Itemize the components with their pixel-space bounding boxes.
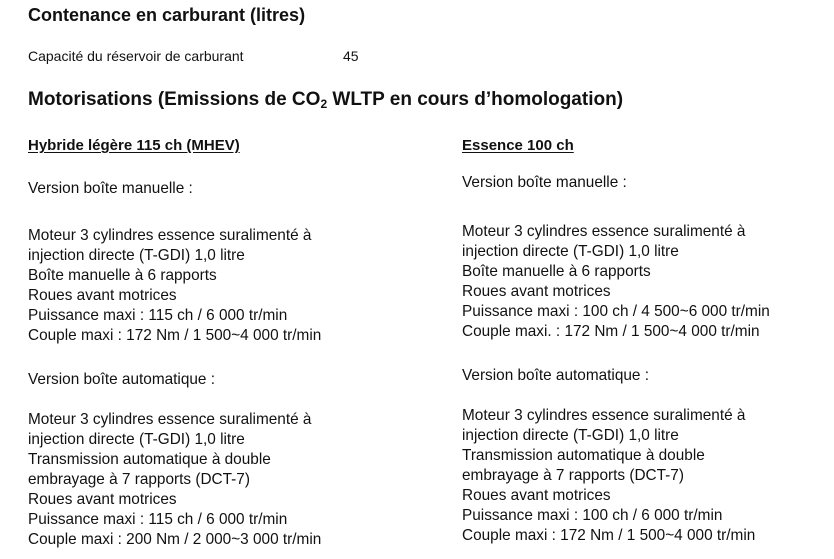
spec-line: Moteur 3 cylindres essence suralimenté à <box>462 223 746 240</box>
spec-line: Moteur 3 cylindres essence suralimenté à <box>28 227 312 244</box>
manual-spec-list <box>28 226 321 346</box>
fuel-capacity-label: Capacité du réservoir de carburant <box>28 48 244 64</box>
spec-line: Roues avant motrices <box>462 487 611 504</box>
spec-line: Couple maxi : 172 Nm / 1 500~4 000 tr/min <box>28 327 322 344</box>
spec-line: Puissance maxi : 100 ch / 6 000 tr/min <box>462 507 723 524</box>
spec-line: Boîte manuelle à 6 rapports <box>28 267 217 284</box>
spec-line: Moteur 3 cylindres essence suralimenté à <box>28 411 312 428</box>
spec-line: Couple maxi : 172 Nm / 1 500~4 000 tr/min <box>462 527 756 544</box>
spec-line: injection directe (T-GDI) 1,0 litre <box>462 243 679 260</box>
spec-line: injection directe (T-GDI) 1,0 litre <box>462 427 679 444</box>
spec-line: Transmission automatique à double <box>462 447 705 464</box>
spec-line: Transmission automatique à double <box>28 451 271 468</box>
spec-line: Moteur 3 cylindres essence suralimenté à <box>462 407 746 424</box>
spec-line: Boîte manuelle à 6 rapports <box>462 263 651 280</box>
auto-spec-list <box>28 410 321 550</box>
manual-spec-list <box>462 222 770 342</box>
spec-line: embrayage à 7 rapports (DCT-7) <box>462 467 684 484</box>
engines-section-title <box>28 89 623 111</box>
spec-line: injection directe (T-GDI) 1,0 litre <box>28 431 245 448</box>
spec-line: Roues avant motrices <box>462 283 611 300</box>
title-subscript: 2 <box>320 97 328 111</box>
spec-line: Roues avant motrices <box>28 287 177 304</box>
engine-heading: Hybride légère 115 ch (MHEV) <box>28 137 240 154</box>
spec-line: Puissance maxi : 115 ch / 6 000 tr/min <box>28 307 288 324</box>
manual-version-label: Version boîte manuelle : <box>28 180 193 197</box>
spec-line: Roues avant motrices <box>28 491 177 508</box>
auto-spec-list <box>462 406 755 546</box>
spec-line: injection directe (T-GDI) 1,0 litre <box>28 247 245 264</box>
spec-line: embrayage à 7 rapports (DCT-7) <box>28 471 250 488</box>
fuel-capacity-value: 45 <box>343 48 359 64</box>
manual-version-label: Version boîte manuelle : <box>462 174 627 191</box>
spec-line: Puissance maxi : 100 ch / 4 500~6 000 tr/min <box>462 303 770 320</box>
engine-heading: Essence 100 ch <box>462 137 574 154</box>
spec-line: Couple maxi : 200 Nm / 2 000~3 000 tr/min <box>28 531 322 548</box>
title-text: Motorisations (Emissions de CO <box>28 89 321 110</box>
spec-line: Puissance maxi : 115 ch / 6 000 tr/min <box>28 511 288 528</box>
auto-version-label: Version boîte automatique : <box>462 367 650 384</box>
auto-version-label: Version boîte automatique : <box>28 371 216 388</box>
spec-line: Couple maxi. : 172 Nm / 1 500~4 000 tr/min <box>462 323 760 340</box>
title-text-end: WLTP en cours d’homologation) <box>327 89 624 110</box>
fuel-section-title: Contenance en carburant (litres) <box>28 5 306 25</box>
